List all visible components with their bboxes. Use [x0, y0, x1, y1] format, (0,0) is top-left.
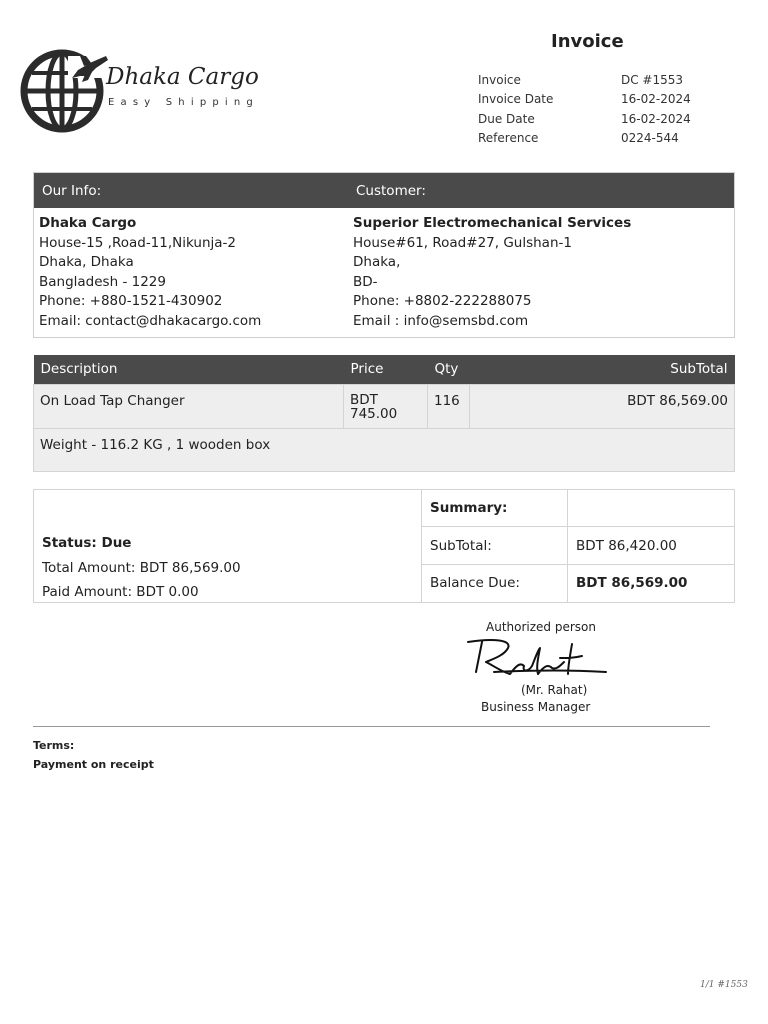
col-qty: Qty	[428, 355, 470, 384]
status-label: Status: Due	[42, 535, 132, 551]
item-note: Weight - 116.2 KG , 1 wooden box	[34, 428, 735, 471]
meta-label: Invoice Date	[478, 92, 554, 107]
meta-value: DC #1553	[621, 72, 684, 87]
customer-phone: Phone: +8802-222288075	[353, 293, 532, 310]
paid-amount: Paid Amount: BDT 0.00	[42, 584, 199, 600]
customer-address-line: BD-	[353, 273, 378, 290]
item-qty: 116	[428, 384, 470, 428]
party-info-body	[34, 208, 734, 332]
party-info-panel	[33, 172, 735, 338]
terms-divider	[33, 726, 710, 727]
col-subtotal: SubTotal	[470, 355, 735, 384]
meta-row-due-date	[478, 109, 738, 129]
payment-status	[42, 531, 241, 605]
summary-balance-row	[422, 565, 735, 602]
meta-row-invoice	[478, 70, 738, 90]
item-price-amount: 745.00	[350, 405, 398, 422]
table-row	[34, 384, 735, 428]
our-address-line: Bangladesh - 1229	[39, 273, 166, 290]
summary-subtotal-label: SubTotal:	[422, 527, 568, 563]
our-address-line: Dhaka, Dhaka	[39, 254, 134, 271]
summary-subtotal-row	[422, 527, 735, 564]
our-info	[34, 214, 348, 332]
summary-title: Summary:	[422, 490, 568, 526]
signer-name: (Mr. Rahat)	[521, 683, 588, 697]
balance-due-value: BDT 86,569.00	[576, 575, 688, 592]
customer-info	[348, 214, 631, 332]
summary-panel	[33, 489, 735, 603]
authorized-person-label: Authorized person	[486, 620, 596, 634]
items-table	[33, 355, 735, 472]
meta-label: Due Date	[478, 111, 535, 126]
customer-address-line: House#61, Road#27, Gulshan-1	[353, 234, 572, 251]
customer-address-line: Dhaka,	[353, 254, 401, 271]
signer-title: Business Manager	[481, 700, 591, 714]
globe-airplane-icon	[18, 48, 108, 134]
meta-row-invoice-date	[478, 90, 738, 110]
page-number: 1/1 #1553	[700, 980, 748, 990]
item-price-currency: BDT	[350, 391, 378, 408]
logo-tagline: Easy Shipping	[108, 97, 259, 108]
company-logo	[18, 48, 258, 136]
our-address-line: House-15 ,Road-11,Nikunja-2	[39, 234, 237, 251]
meta-value: 16-02-2024	[621, 92, 691, 107]
item-description: On Load Tap Changer	[34, 384, 344, 428]
logo-name: Dhaka Cargo	[106, 64, 259, 90]
item-subtotal: BDT 86,569.00	[470, 384, 735, 428]
summary-subtotal-value: BDT 86,420.00	[576, 537, 677, 554]
total-amount: Total Amount: BDT 86,569.00	[42, 559, 241, 576]
signature-image	[464, 636, 610, 684]
customer-heading: Customer:	[356, 182, 426, 199]
our-company-name: Dhaka Cargo	[39, 215, 137, 231]
col-price: Price	[344, 355, 428, 384]
col-description: Description	[34, 355, 344, 384]
meta-value: 0224-544	[621, 131, 679, 146]
balance-due-label: Balance Due:	[422, 565, 568, 602]
meta-label: Reference	[478, 131, 539, 146]
items-header-row	[34, 355, 735, 384]
meta-row-reference	[478, 129, 738, 149]
our-info-heading: Our Info:	[42, 182, 102, 199]
meta-value: 16-02-2024	[621, 111, 691, 126]
terms-text: Payment on receipt	[33, 758, 154, 771]
summary-title-row	[422, 490, 735, 527]
terms-label: Terms:	[33, 739, 75, 752]
party-info-header	[34, 173, 734, 208]
summary-grid	[421, 490, 735, 602]
customer-name: Superior Electromechanical Services	[353, 215, 632, 231]
table-row-note	[34, 428, 735, 471]
our-phone: Phone: +880-1521-430902	[39, 293, 223, 310]
invoice-title: Invoice	[551, 31, 624, 52]
invoice-meta	[478, 70, 738, 148]
item-price	[344, 384, 428, 428]
customer-email: Email : info@semsbd.com	[353, 312, 529, 329]
our-email: Email: contact@dhakacargo.com	[39, 312, 262, 329]
meta-label: Invoice	[478, 72, 521, 87]
